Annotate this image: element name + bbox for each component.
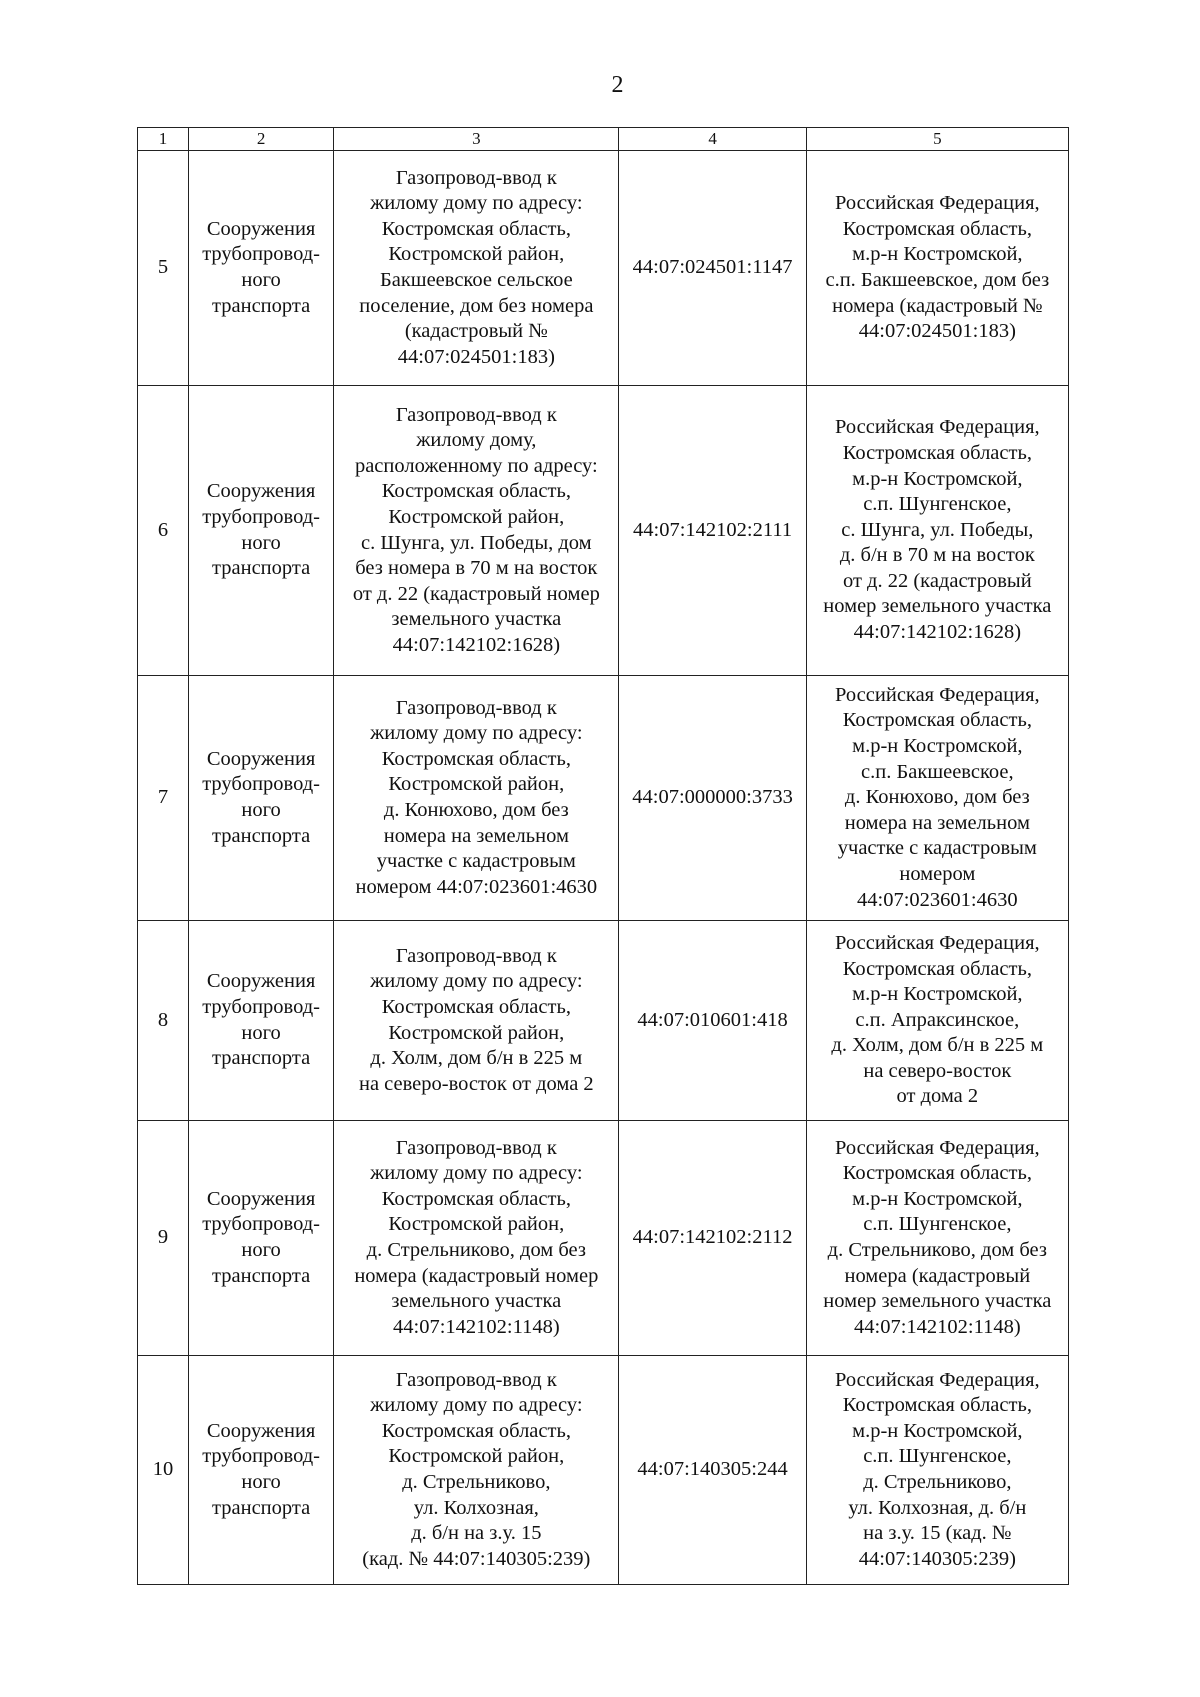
object-address: Российская Федерация, Костромская область, м.р-н Костромской, с.п. Бакшеевское, дом без номера (кадастровый № 44:07:024501:183) <box>806 151 1068 386</box>
object-name: Газопровод-ввод к жилому дому по адресу: Костромская область, Костромской район, д. Конюхово, дом без номера на земельном участке с кадастровым номером 44:07:023601:4630 <box>334 676 619 921</box>
cadastral-number: 44:07:142102:2112 <box>619 1121 806 1356</box>
object-name: Газопровод-ввод к жилому дому по адресу: Костромская область, Костромской район, Бакшеевское сельское поселение, дом без номера (кадастровый № 44:07:024501:183) <box>334 151 619 386</box>
cadastral-number: 44:07:010601:418 <box>619 921 806 1121</box>
object-type: Сооружения трубопровод- ного транспорта <box>189 386 334 676</box>
object-address: Российская Федерация, Костромская область, м.р-н Костромской, с.п. Шунгенское, д. Стрельниково, ул. Колхозная, д. б/н на з.у. 15 (кад. № 44:07:140305:239) <box>806 1356 1068 1585</box>
object-address: Российская Федерация, Костромская область, м.р-н Костромской, с.п. Шунгенское, д. Стрельниково, дом без номера (кадастровый номер земельного участка 44:07:142102:1148) <box>806 1121 1068 1356</box>
row-number: 6 <box>138 386 189 676</box>
table-header <box>138 128 1069 151</box>
object-name: Газопровод-ввод к жилому дому по адресу: Костромская область, Костромской район, д. Стрельниково, ул. Колхозная, д. б/н на з.у. 15 (кад. № 44:07:140305:239) <box>334 1356 619 1585</box>
object-name: Газопровод-ввод к жилому дому по адресу: Костромская область, Костромской район, д. Стрельниково, дом без номера (кадастровый номер земельного участка 44:07:142102:1148) <box>334 1121 619 1356</box>
cadastral-number: 44:07:000000:3733 <box>619 676 806 921</box>
object-address: Российская Федерация, Костромская область, м.р-н Костромской, с.п. Апраксинское, д. Холм, дом б/н в 225 м на северо-восток от дома 2 <box>806 921 1068 1121</box>
header-col-2: 2 <box>189 128 334 151</box>
cadastral-number: 44:07:140305:244 <box>619 1356 806 1585</box>
header-col-4: 4 <box>619 128 806 151</box>
page-number: 2 <box>611 72 624 98</box>
object-name: Газопровод-ввод к жилому дому, расположенному по адресу: Костромская область, Костромской район, с. Шунга, ул. Победы, дом без номера в 70 м на восток от д. 22 (кадастровый номер земельного участка 44:07:142102:1628) <box>334 386 619 676</box>
object-type: Сооружения трубопровод- ного транспорта <box>189 676 334 921</box>
object-type: Сооружения трубопровод- ного транспорта <box>189 151 334 386</box>
object-name: Газопровод-ввод к жилому дому по адресу: Костромская область, Костромской район, д. Холм, дом б/н в 225 м на северо-восток от дома 2 <box>334 921 619 1121</box>
object-address: Российская Федерация, Костромская область, м.р-н Костромской, с.п. Бакшеевское, д. Конюхово, дом без номера на земельном участке с кадастровым номером 44:07:023601:4630 <box>806 676 1068 921</box>
row-number: 5 <box>138 151 189 386</box>
object-type: Сооружения трубопровод- ного транспорта <box>189 1356 334 1585</box>
row-number: 9 <box>138 1121 189 1356</box>
header-col-5: 5 <box>806 128 1068 151</box>
table-body <box>138 151 1069 1585</box>
header-col-1: 1 <box>138 128 189 151</box>
object-type: Сооружения трубопровод- ного транспорта <box>189 1121 334 1356</box>
object-type: Сооружения трубопровод- ного транспорта <box>189 921 334 1121</box>
row-number: 10 <box>138 1356 189 1585</box>
object-address: Российская Федерация, Костромская область, м.р-н Костромской, с.п. Шунгенское, с. Шунга, ул. Победы, д. б/н в 70 м на восток от д. 22 (кадастровый номер земельного участка 44:07:142102:1628) <box>806 386 1068 676</box>
header-row <box>138 128 1069 151</box>
table-row <box>138 676 1069 921</box>
cadastral-number: 44:07:024501:1147 <box>619 151 806 386</box>
table-row <box>138 1356 1069 1585</box>
table-row <box>138 151 1069 386</box>
table-row <box>138 386 1069 676</box>
row-number: 7 <box>138 676 189 921</box>
table-row <box>138 921 1069 1121</box>
row-number: 8 <box>138 921 189 1121</box>
header-col-3: 3 <box>334 128 619 151</box>
cadastral-number: 44:07:142102:2111 <box>619 386 806 676</box>
table-row <box>138 1121 1069 1356</box>
registry-table <box>137 127 1069 1585</box>
